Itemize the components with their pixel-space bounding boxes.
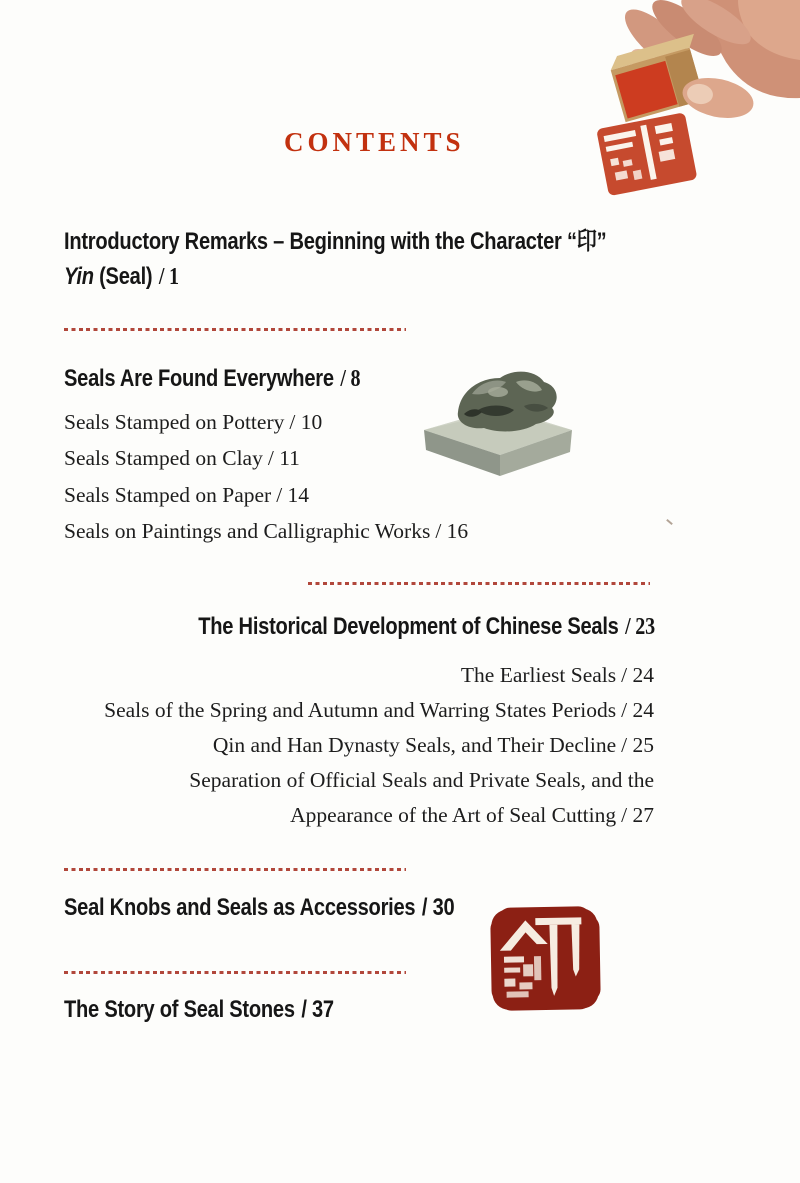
chapter-4-page: / 30 (421, 894, 455, 921)
chapter-1-page: / 1 (158, 263, 179, 290)
divider-dashed-4 (64, 971, 406, 974)
yin-word: Yin (64, 263, 94, 290)
carved-red-seal-image (489, 905, 603, 1013)
toc-item: Seals Stamped on Paper / 14 (64, 482, 310, 507)
scan-speck (666, 519, 673, 525)
chapter-1-title (64, 224, 606, 294)
divider-dashed-3 (64, 868, 406, 871)
chapter-1-line1: Introductory Remarks – Beginning with the Character “印” (64, 228, 607, 255)
red-seal-impression (596, 112, 697, 196)
toc-item: Seals Stamped on Pottery / 10 (64, 410, 323, 434)
chapter-4-title: Seal Knobs and Seals as Accessories / 30 (64, 894, 455, 921)
page-title: CONTENTS (284, 127, 465, 157)
chapter-2-item-list (64, 404, 468, 550)
toc-item: Seals of the Spring and Autumn and Warring States Periods / 24 (104, 698, 654, 722)
chapter-3-title: The Historical Development of Chinese Seals / 23 (198, 613, 655, 640)
toc-item: The Earliest Seals / 24 (460, 663, 654, 687)
divider-dashed-2 (308, 582, 650, 585)
chapter-5-title: The Story of Seal Stones / 37 (64, 996, 334, 1023)
chapter-3-page: / 23 (625, 613, 655, 640)
toc-item: Separation of Official Seals and Private Seals, and the Appearance of the Art of Seal Cutting / 27 (189, 768, 654, 827)
hand-stamping-seal-photo (588, 0, 800, 200)
divider-dashed-1 (64, 328, 406, 331)
toc-item: Qin and Han Dynasty Seals, and Their Decline / 25 (212, 733, 654, 757)
chapter-2-page: / 8 (340, 365, 361, 392)
chapter-1-line2: Yin (Seal) / 1 (64, 263, 179, 290)
jade-dragon-seal-photo (420, 348, 576, 478)
toc-item: Seals Stamped on Clay / 11 (64, 446, 300, 471)
toc-item: Seals on Paintings and Calligraphic Works / 16 (64, 519, 469, 544)
chapter-2-title: Seals Are Found Everywhere / 8 (64, 365, 361, 392)
chapter-3-item-list (50, 658, 654, 833)
chapter-5-page: / 37 (301, 996, 334, 1023)
